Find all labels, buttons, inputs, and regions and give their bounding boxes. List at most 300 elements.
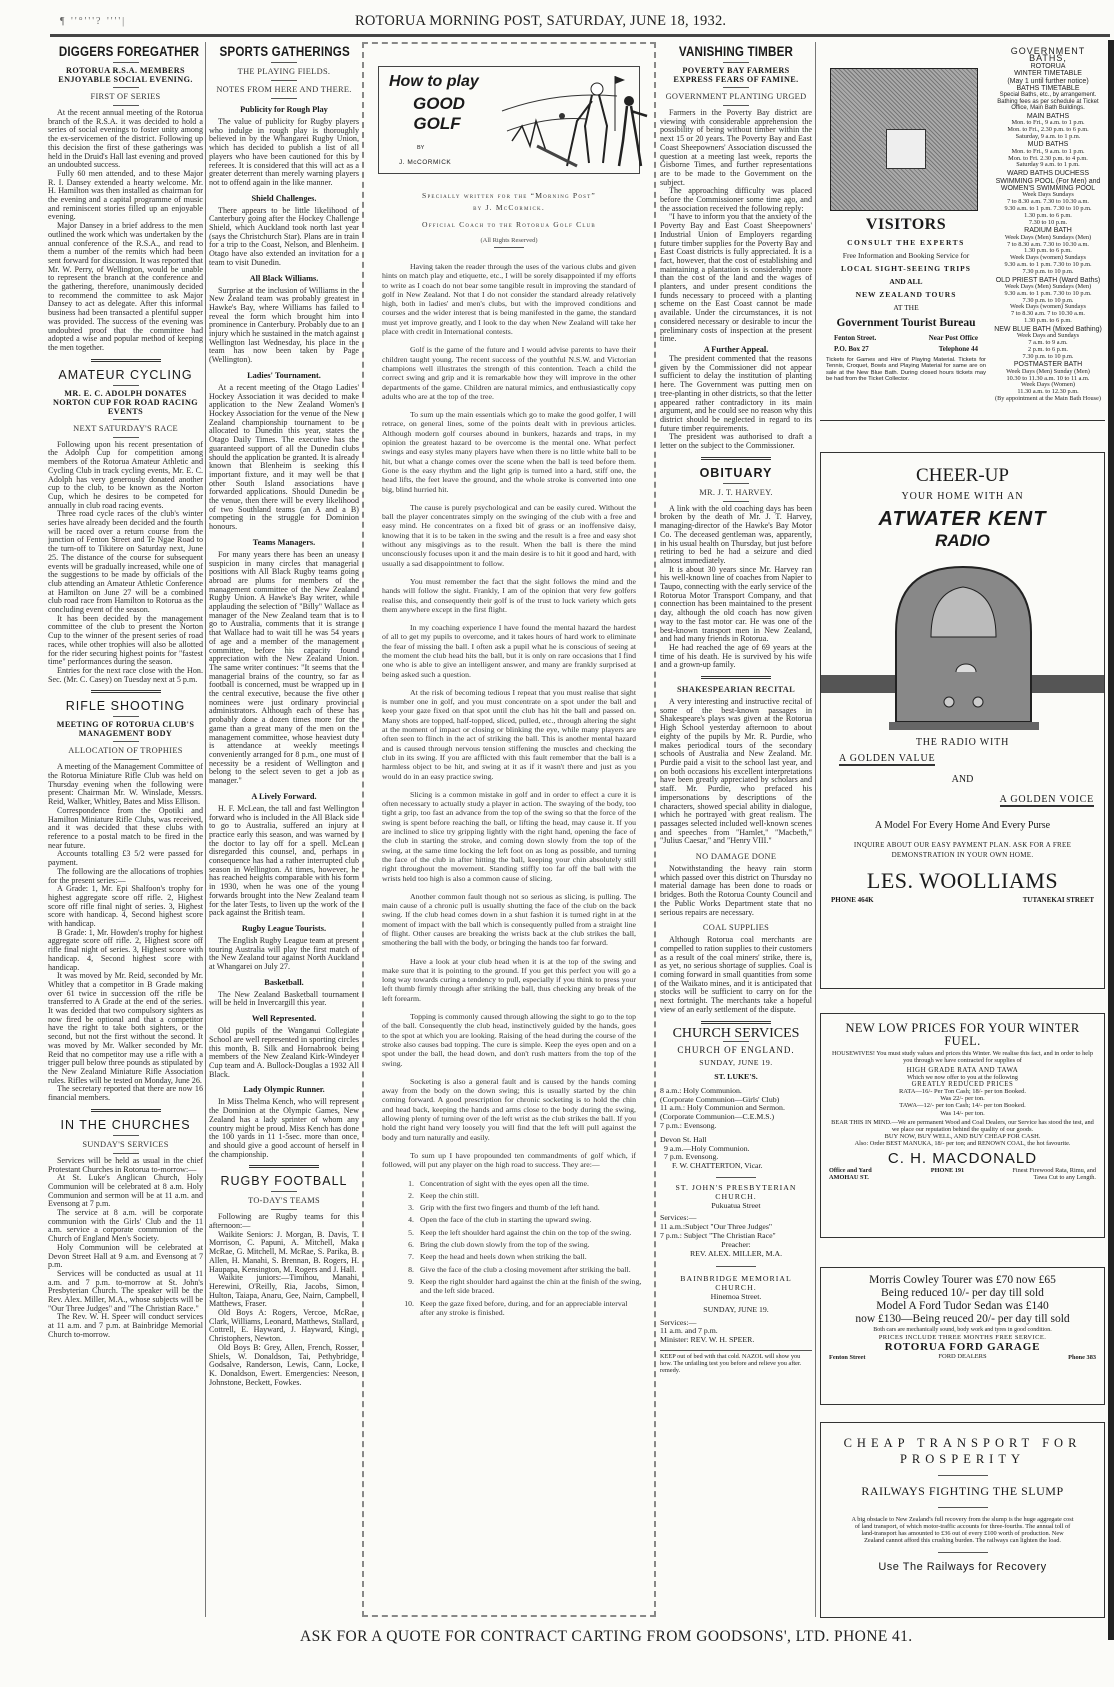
dealer-street: TUTANEKAI STREET <box>1022 896 1094 904</box>
service-line: 8 a.m.: Holy Communion. <box>660 1085 742 1095</box>
rule-number: 8. <box>408 1264 414 1274</box>
local-trips: LOCAL SIGHT-SEEING TRIPS <box>841 264 971 273</box>
golf-rule <box>398 1179 642 1188</box>
paragraph: Having taken the reader through the uses of the various clubs and given hints on match play and etiquette, etc., I will be sorely disappointed if my efforts to write as I coach do not bear some tangible result in improving the standard of golf in New Zealand. Not that I do not consider the standard already relatively high, both in ladies' and men's clubs, but with the improved conditions and courses and the wider interest that is being manifested in the game, the standard must yet improve greatly, and I look to the day when New Zealand will take her place with credit in International contests. <box>382 262 636 337</box>
and: AND <box>951 774 974 785</box>
paragraph: Holy Communion will be celebrated at Devon Street Hall at 9 a.m. and Evensong at 7 p.m. <box>48 1242 203 1270</box>
rule-number: 1. <box>408 1178 414 1188</box>
paragraph: The Rev. W. H. Speer will conduct services at 11 a.m. and 7 p.m. at Bainbridge Memorial Church to-morrow. <box>48 1312 203 1339</box>
bath-hours: Week Days (women) Sundays <box>1010 254 1086 262</box>
paragraph: The English Rugby League team at present touring Australia will play the first match of the New Zealand tour against North Auckland at Whangarei on July 27. <box>209 935 359 972</box>
divider <box>723 1041 749 1042</box>
service-lines <box>660 1214 812 1240</box>
divider <box>701 676 771 679</box>
bath-house-photo <box>830 68 978 211</box>
rule-text: Bring the club down slowly from the top of the swing. <box>420 1240 590 1250</box>
article-coal <box>660 923 812 1023</box>
paragraph: Fully 60 men attended, and to these Major R. I. Dansey extended a hearty welcome. Mr. H. Hamilton was then installed as chairman for the evening and a capital programme of music and reminiscent stories filled up an enjoyable evening. <box>48 168 203 222</box>
sports-note <box>209 1085 359 1159</box>
article-body <box>48 763 203 1102</box>
paragraph: He had reached the age of 69 years at the time of his death. He is survived by his wife and a grown-up family. <box>660 642 812 670</box>
free-info: Free Information and Booking Service for <box>842 251 970 260</box>
paragraph: The president commented that the reasons given by the Commissioner did not appear sufficient to delay the institution of planting here. The Government was putting men on tree-planting in other districts, so that the letter appeared rather contradictory in its main argument, and he could see no reason why this district should be neglected in regard to its future timber requirements. <box>660 353 812 433</box>
golf-rule <box>398 1228 642 1237</box>
paragraph: At a recent meeting of the Otago Ladies' Hockey Association it was decided to make application to the New Zealand Women's Hockey Association for the venue of the New Zealand championship tournament to be allocated to Dunedin this year, states the Otago Daily Times. The executive has the guaranteed support of all the Dunedin clubs should the application be granted. It is already known that Blenheim is seeking this important fixture, and it may well be that other South Island associations have forwarded applications. Should Dunedin be the venue, then there will be every likelihood of two Southland teams (an A and a B) competing in the struggle for Dominion honours. <box>209 382 359 532</box>
divider <box>723 501 749 502</box>
article-body <box>376 262 642 1170</box>
divider <box>113 1153 139 1154</box>
bath-hours: Week Days (Women) <box>1021 381 1075 389</box>
rule-number: 7. <box>408 1252 414 1262</box>
rule-number: 2. <box>408 1190 414 1200</box>
fuel-rata: RATA—16/- Per Ton Cash; 18/- per ton Booked. <box>898 1088 1027 1095</box>
golf-rules-list <box>398 1179 642 1318</box>
headline: RIFLE SHOOTING <box>65 699 186 714</box>
paragraph: A meeting of the Management Committee of the Rotorua Miniature Rifle Club was held on Thursday evening when the following were present: Chairman Mr. W. Winslade, Messrs. Reid, Walker, Whitley, Bates and Miss Ellison. <box>48 762 203 807</box>
divider <box>113 105 139 106</box>
paragraph: Golf is the game of the future and I would advise parents to have their children taught young. The recent success of the youthful N.S.W. and Victorian champions well illustrates the strength of this contention. Teach a child the correct swing and grip and it is remarkable how they will improve in the other departments of the game. Children are natural mimics, and enthusiastically copy adults who are at the top of the tree. <box>382 345 636 401</box>
divider <box>938 1552 988 1553</box>
divider <box>723 483 749 484</box>
article-body <box>660 865 812 917</box>
side-heading: All Black Williams. <box>249 273 319 283</box>
page-edge <box>1108 40 1114 1640</box>
fuel-also: Also: Order BEST MANUKA, 18/- per ton; and RENOWN COAL, the hot favourite. <box>854 1139 1071 1147</box>
bath-hours: Week Days Sundays <box>1022 191 1074 199</box>
bath-hours: 11.30 a.m. to 12.30 p.m. <box>1017 388 1079 396</box>
bath-hours: Week Days and Sundays <box>1016 332 1080 340</box>
fuel-bear: BEAR THIS IN MIND.—We are permanent Wood and Coal Dealers, our Service has stood the test, and we place our reputation behind the quality of our goods. <box>831 1118 1094 1133</box>
paragraph: To sum up the main essentials which go to make the good golfer, I will retrace, on general lines, some of the points dealt with in previous articles. Although modern golf courses abound in bunkers, hazards and traps, in my opinion the greatest hazard to be overcome is the mental one. What perfect swings and easy styles many players have when there is no little white ball to be hit, but what a change comes over the scene when the ball is teed before them. Gone is the easy rhythm and the light grip is turned into a hard, stiff one, the head lifts, the feet leave the ground, and the whole stroke is converted into one big, blind hurried hit. <box>382 410 636 494</box>
paragraph: The president was authorised to draft a letter on the subject to the Commissioner. <box>660 432 812 451</box>
article-body <box>48 109 203 353</box>
consult: CONSULT THE EXPERTS <box>847 238 965 247</box>
bath-hours: 9.30 a.m. to 1 p.m. 7.30 to 10 p.m. <box>1004 261 1092 269</box>
column-4 <box>660 40 812 1620</box>
divider <box>113 741 139 742</box>
headline: OBITUARY <box>699 465 773 480</box>
ford-street: Fenton Street <box>829 1353 866 1361</box>
fuel-tawa: TAWA—12/- per ton Cash; 14/- per ton Booked. <box>899 1102 1026 1110</box>
article-obituary <box>660 466 812 679</box>
service-line: 11 a.m.:Subject "Our Three Judges" <box>660 1222 773 1232</box>
ford-line-4: now £130—Being reuced 20/- per day till sold <box>855 1313 1070 1325</box>
service-line: Services:— <box>660 1213 697 1223</box>
fuel-reduced: GREATLY REDUCED PRICES <box>911 1081 1014 1088</box>
bath-hours: 9.30 a.m. to 1 p.m. 7.30 to 10 p.m. <box>1004 205 1092 213</box>
paragraph: Three road cycle races of the club's winter series have already been decided and the fourth will be raced over a return course from the junction of Fenton Street and Te Ngae Road to the turn-off to Tikitere on Saturday next, June 25. The distance of the course for subsequent events will be gradually increased, while one of the suggestions to be made by officials of the club attending an Amateur Athletic Conference at Hamilton on June 27 will be a combined club road race from Hamilton to Rotorua as the concluding event of the season. <box>48 509 203 615</box>
paragraph: A very interesting and instructive recital of some of the best-known passages in Shakespeare's plays was given at the Rotorua High School yesterday afternoon to about eighty of the pupils by Mr. R. Purdie, who makes periodical tours of the secondary schools of Australia and New Zealand. Mr. Purdie paid a visit to the school last year, and on both occasions his excellent interpretations have been greatly appreciated by scholars and staff. Mr. Purdie, who prefaced his impersonations by descriptions of the characters, showed special ability in dialogue, which he portrayed with great realism. The passages selected included well-known scenes and speeches from "Hamlet," "Macbeth," "Julius Caesar," and "Henry VIII." <box>660 697 812 846</box>
subheadline: POVERTY BAY FARMERS EXPRESS FEARS OF FAMINE. <box>673 66 799 84</box>
golden-voice: A GOLDEN VOICE <box>999 794 1094 805</box>
bureau-near: Near Post Office <box>928 334 978 342</box>
paragraph: At St. Luke's Anglican Church, Holy Communion will be celebrated at 8 a.m. Holy Communion and sermon will be at 11 a.m. and Evensong at 7 p.m. <box>48 1173 203 1209</box>
baths-until: (May 1 until further notice) <box>1007 77 1089 85</box>
paragraph: B Grade: 1, Mr. Howden's trophy for highest aggregate score off rifle. 2, Highest score off rifle final night of series. 3, Highest score with handicap. 4, Second highest score with handicap. <box>48 927 203 972</box>
sports-note <box>209 274 359 365</box>
preacher-label: Preacher: <box>721 1239 751 1249</box>
divider <box>271 1191 297 1192</box>
divider <box>701 457 771 460</box>
article-diggers <box>48 44 203 362</box>
service-line: 7 p.m.: Subject "The Christian Race" <box>660 1230 776 1240</box>
rail-title: CHEAP TRANSPORT FOR PROSPERITY <box>843 1436 1082 1466</box>
golfer-illustration <box>497 71 657 171</box>
paragraph: Old Boys B: Grey, Allen, French, Rosser, Shiels, W. Donaldson, Tai, Pethybridge, Godsalve, Randerson, Lewis, Cann, Locke, K. Donaldson, Ewert. Emergencies: Neeson, Johnstone, Beckett, Fowkes. <box>209 1342 359 1387</box>
rail-slogan: Use The Railways for Recovery <box>878 1561 1047 1573</box>
headline: NO DAMAGE DONE <box>695 852 777 862</box>
service-line: 7 p.m. Evensong. <box>664 1152 719 1162</box>
paragraph: Have a look at your club head when it is at the top of the swing and make sure that it is pointing to the ground. If you get this perfect you will go a long way towards curing a tendency to pull, especially if you think to press your left thumb firmly through after striking the ball, thus checking any break of the left forearm. <box>382 956 636 1003</box>
special-baths: Special Baths, etc., by arrangement. Bathing fees as per schedule at Ticket Office, Main Bath Buildings. <box>997 92 1099 112</box>
paragraph: At the risk of becoming tedious I repeat that you must realise that sight is number one in golf, and you must concentrate on a spot under the ball and keep your gaze fixed on that spot until the club has hit the ball and passed on. Many shots are topped, half-topped, sliced, pulled, etc., through altering the sight at the moment of impact or closing or blinking the eye, while many players are often seen to flinch in the act of striking the ball. This is another mental hazard and is caused through nervous tension stiffening the muscles and checking the club in its swing. If you are afflicted with this fault remember that the ball is a harmless object to be hit, and swing at it as if it wasn't there and just as you would do in an easy practice swing. <box>382 687 636 781</box>
headline: SPORTS GATHERINGS <box>219 44 350 59</box>
paragraph: At the recent annual meeting of the Rotorua branch of the R.S.A. it was decided to hold a series of social evenings to foster unity among the ex-servicemen of the district. Following up this decision the first of these gatherings was held in the Druid's Hall last evening and proved an undoubted success. <box>48 108 203 170</box>
church-of-england: CHURCH OF ENGLAND. <box>677 1045 795 1056</box>
paragraph: Socketing is also a general fault and is caused by the hands coming away from the body on the down swing; this is usually started by the chin coming forward. A good prescription for chronic socketing is to hold the chin and head back, keeping the hands and arms close to the body during the swing, allowing plenty of turning over of the left wrist as the club strikes the ball. If you hold the right hand very loosely you will find that the left will pull against the body and turn naturally and easily. <box>382 1076 636 1142</box>
service-lines <box>660 1087 812 1131</box>
column-1 <box>48 40 203 1620</box>
bath-hours: Mon. to Fri., 2.30 p.m. to 6 p.m. <box>1007 125 1089 133</box>
bath-hours: 10.30 to 11.30 a.m. 10 to 11 a.m. <box>1006 374 1090 382</box>
divider <box>938 1475 988 1476</box>
ford-both: Both cars are mechanically sound, body work and tyres in good condition. <box>873 1327 1052 1333</box>
golf-rights: (All Rights Reserved) <box>480 237 538 244</box>
divider <box>701 1021 771 1024</box>
article-damage <box>660 852 812 917</box>
golf-rule <box>398 1215 642 1224</box>
dealer-les-woolliams: LES. WOOLLIAMS <box>866 868 1059 893</box>
golf-rule <box>398 1277 642 1296</box>
winter-timetable: WINTER TIMETABLE <box>1014 70 1082 78</box>
paragraph: Old Boys A: Rogers, Vercoe, McRae, Clark, Williams, Leonard, Matthews, Stallard, Cottrell, E. Hayward, J. Hayward, Kingi, Christophers, Newton. <box>209 1308 359 1344</box>
paragraph: It was moved by Mr. Reid, seconded by Mr. Whitley that a competitor in B Grade making over 61 twice in succession off the rifle be transferred to A Grade at the end of the series. It was decided that two compulsory sighters as now fired be optional and that a competitor have the right to take both sighters, or the second, but not the first without the second. It was moved by Mr. Walker seconded by Mr. Reid that no competitor may use a rifle with a trigger pull below three pounds as stipulated by the New Zealand Miniature Rifle Association rules. Rifles will be tested on Monday, June 26. <box>48 971 203 1085</box>
bath-name: POSTMASTER BATH <box>1013 361 1083 369</box>
sports-note <box>209 792 359 918</box>
at-the: AT THE <box>893 303 919 312</box>
paragraph: Farmers in the Poverty Bay district are viewing with considerable apprehension the possibility of being without timber within the next 15 or 20 years. The Poverty Bay and East Coast Sheepowners' Association discussed the question at a meeting last week, reports the Gisborne Times, and further representations are to be made to the Government on the subject. <box>660 108 812 187</box>
bath-schedule <box>992 113 1104 141</box>
bath-name: RADIUM BATH <box>1024 227 1072 235</box>
bath-hours: 1.30 p.m. to 6 p.m. <box>1024 247 1072 255</box>
bath-schedule <box>992 326 1104 361</box>
rule-text: Grip with the first two fingers and thumb of the left hand. <box>420 1203 600 1213</box>
ford-line-3: Model A Ford Tudor Sedan was £140 <box>876 1300 1049 1312</box>
fuel-buy: BUY NOW, BUY WELL, AND BUY CHEAP FOR CASH. <box>884 1132 1041 1140</box>
paragraph: The secretary reported that there are now 16 financial members. <box>48 1084 203 1103</box>
service-line: 11 a.m. and 7 p.m. <box>660 1326 718 1336</box>
rule-text: Keep the right shoulder hard against the chin at the finish of the swing, and the left side braced. <box>420 1276 642 1296</box>
golf-author: J. McCORMICK <box>399 159 452 166</box>
paragraph: For many years there has been an uneasy suspicion in many circles that managerial positions with All Black Rugby teams going abroad are plums for members of the management committee of the New Zealand Rugby Union. A Hawke's Bay writer, while applauding the selection of "Billy" Wallace as manager of the New Zealand team that is to go to Australia, comments that it is strange that Wallace had to wait till he was 54 years of age and a member of the management committee, before his capacity found appreciation with the New Zealand Union. The same writer continues: "It seems that the managerial brains of the country, so far as football is concerned, must be wrapped up in the central executive, because the five other nominees were just ordinary provincial administrators. Although each of these has probably done a dozen times more for the game than a great many of the men on the management committee, whose heaviest duty is attendance at weekly meetings conveniently arranged for 8 p.m., one must of necessity be a resident of Wellington and belong to the select seven to get a job as manager." <box>209 549 359 786</box>
headline: AMATEUR CYCLING <box>58 367 193 382</box>
bath-hours: Mon. to Fri. 2.30 p.m. to 4 p.m. <box>1008 154 1088 162</box>
golf-title-main: GOOD GOLF <box>413 94 465 133</box>
article-body <box>48 441 203 685</box>
ford-garage: ROTORUA FORD GARAGE <box>884 1340 1041 1353</box>
article-rugby <box>209 1174 359 1387</box>
paragraph: Surprise at the inclusion of Williams in the New Zealand team was probably greatest in Hawke's Bay, where Williams has failed to reveal the form which brought him into prominence in Canterbury. Probably due to an injury which he sustained in the match against Wellington last Wednesday, his place in the team has now been taken by Page (Wellington). <box>209 285 359 365</box>
golf-byline: by J. McCormick. <box>473 203 545 212</box>
paragraph: In Miss Thelma Kench, who will represent the Dominion at the Olympic Games, New Zealand has a lady sprinter of whom any country might be proud. Miss Kench has done the 100 yards in 11 1-5sec. more than once, and should give a good account of herself in the championship. <box>209 1097 359 1159</box>
masthead <box>0 10 1114 32</box>
fuel-grade: HIGH GRADE RATA AND TAWA <box>906 1066 1019 1074</box>
bath-hours: 7 a.m. to 9 a.m. <box>1028 339 1068 347</box>
subheadline: NEXT SATURDAY'S RACE <box>73 423 178 433</box>
ford-dealers: FORD DEALERS <box>938 1352 987 1360</box>
service-line: (Corporate Communion—Girls' Club) <box>660 1094 780 1104</box>
sports-note <box>209 924 359 972</box>
paragraph: Entries for the next race close with the Hon. Sec. (Mr. C. Casey) on Tuesday next at 5 p.m. <box>48 665 203 684</box>
divider <box>723 62 749 63</box>
ford-phone: Phone 383 <box>1068 1353 1096 1361</box>
bath-hours: Week Days (women) Sundays <box>1010 303 1086 311</box>
bainbridge-street: Hinemoa Street. <box>710 1291 762 1301</box>
bath-hours: 9.30 a.m. to 1 p.m. 7.30 to 10 p.m. <box>1004 289 1092 297</box>
footer-carting-ad: ASK FOR A QUOTE FOR CONTRACT CARTING FROM GOODSONS', LTD. PHONE 41. <box>300 1628 913 1645</box>
headline: IN THE CHURCHES <box>60 1117 191 1132</box>
subheadline: MEETING OF ROTORUA CLUB'S MANAGEMENT BODY <box>56 720 195 739</box>
paragraph: Slicing is a common mistake in golf and in order to effect a cure it is often necessary to actually study a player in action. The swaying of the body, too tight a grip, too fast an advance from the top of the swing so that the force of the swing is spent before reaching the ball, or lifting the head, may cause it. If you are inclined to slice try gripping lightly with the right hand, opening the face of the club in starting the stroke, and coming down slowly from the top of the swing, at the same time locking the left foot on as long as possible, and turning the face of the club in after hitting the ball, keeping your chin absolutely still right throughout the movement. Standing stiffly too far off the ball with the wrists held too high is also a common cause of slicing. <box>382 789 636 883</box>
bath-hours: (By appointment at the Main Bath House) <box>995 395 1101 403</box>
bath-hours: Saturday, 9 a.m. to 1 p.m. <box>1015 132 1081 140</box>
nz-tours: NEW ZEALAND TOURS <box>855 290 957 299</box>
side-heading: Shield Challenges. <box>251 193 317 203</box>
subheadline: NOTES FROM HERE AND THERE. <box>216 85 352 94</box>
inquire: INQUIRE ABOUT OUR EASY PAYMENT PLAN. ASK FOR A FREE DEMONSTRATION IN YOUR OWN HOME. <box>853 841 1072 859</box>
bath-hours: 1.30 p.m. to 6 p.m. <box>1024 211 1072 219</box>
st-lukes: ST. LUKE'S. <box>714 1071 758 1081</box>
paragraph: In my coaching experience I have found the mental hazard the hardest of all to get my pupils to overcome, and it takes hours of hard work to eliminate the fear of missing the ball. I often ask a pupil what he is conscious of seeing at the moment the club head hits the ball, but it is only on rare occasions that I find one who is able to give an intelligent answer, and many are frankly surprised at being asked such a question. <box>382 623 636 679</box>
paragraph: Waikite Seniors: J. Morgan, B. Davis, T. Morrison, C. Papuni, A. Mitchell, Maka McRae, G. Mitchell, M. McRae, S. Parika, B. Allen, H. Manahi, S. Brennan, B. Rogers, H. Haupapa, Kensington, M. Rogers and J. Hall. <box>209 1229 359 1274</box>
ad-railways <box>820 1422 1105 1618</box>
headline: VANISHING TIMBER <box>678 44 794 59</box>
divider <box>113 716 139 717</box>
service-line: Services:— <box>660 1317 697 1327</box>
paragraph: The value of publicity for Rugby players who indulge in rough play is thoroughly believed in by the Whangarei Rugby Union, which has decided to publish a list of all players who have been cautioned for this by referees. It is considered that this will act as a greater deterrent than merely warning players not to offend again in the like manner. <box>209 117 359 187</box>
bath-schedules <box>992 113 1104 403</box>
bureau-name: Government Tourist Bureau <box>836 317 976 329</box>
bath-name: MAIN BATHS <box>1026 112 1070 120</box>
bath-hours: 2 p.m. to 6 p.m. <box>1028 345 1068 353</box>
bath-name: WARD BATHS DUCHESS SWIMMING POOL (For Men) and WOMEN'S SWIMMING POOL <box>995 170 1101 193</box>
side-heading: Publicity for Rough Play <box>240 105 328 114</box>
rule-text: Open the face of the club in starting the upward swing. <box>420 1215 592 1225</box>
page-marks: ¶ ''°'''? ''''| <box>60 16 127 27</box>
headline: RUGBY FOOTBALL <box>220 1174 348 1189</box>
golf-specially: Specially written for the “Morning Post” <box>422 191 596 200</box>
paragraph: There appears to be little likelihood of Canterbury going after the Hockey Challenge Shield, which Auckland took north last year (says the Christchurch Star). Plans are in train for a trip to the Coast, Nelson, and Blenheim. Otago have also extended an invitation for a team to visit Dunedin. <box>209 205 359 267</box>
bainbridge-date: SUNDAY, JUNE 19. <box>703 1304 769 1314</box>
article-body <box>660 505 812 670</box>
fuel-rata-was: Was 22/- per ton. <box>940 1095 985 1103</box>
bath-name: NEW BLUE BATH (Mixed Bathing) <box>994 325 1102 333</box>
bath-hours: 7 to 8.30 a.m. 7 to 10.30 a.m. <box>1011 310 1085 318</box>
side-heading: Teams Managers. <box>252 537 316 547</box>
paragraph: To sum up I have propounded ten commandments of golf which, if followed, will put any player on the high road to success. They are:— <box>382 1150 636 1170</box>
fuel-offer: Which we now offer to you at the following <box>907 1074 1018 1081</box>
paragraph: The New Zealand Basketball tournament will be held in Invercargill this year. <box>209 989 359 1008</box>
divider <box>113 62 139 63</box>
ford-line-1: Morris Cowley Tourer was £70 now £65 <box>869 1274 1056 1286</box>
divider <box>271 80 297 81</box>
divider <box>723 87 749 88</box>
ford-line-2: Being reduced 10/- per day till sold <box>881 1287 1044 1299</box>
radio-with: THE RADIO WITH <box>915 737 1010 748</box>
divider <box>113 419 139 420</box>
side-heading: Lady Olympic Runner. <box>243 1085 325 1095</box>
dealer-phone: PHONE 464K <box>831 896 874 904</box>
baths-timetable <box>992 48 1104 403</box>
bath-hours: 7 to 8.30 a.m. 7.30 to 10.30 a.m. <box>1007 198 1089 206</box>
column-rule <box>205 42 206 1617</box>
service-lines <box>660 1319 812 1345</box>
divider <box>91 359 161 362</box>
divider <box>271 62 297 63</box>
golf-title: How to play <box>389 73 479 90</box>
ford-prices: PRICES INCLUDE THREE MONTHS FREE SERVICE. <box>878 1333 1047 1341</box>
radio-illustration <box>821 557 1105 737</box>
fuel-tawa-was: Was 14/- per ton. <box>940 1109 985 1117</box>
paragraph: Correspondence from the Opotiki and Hamilton Miniature Rifle Clubs, was received, and it was decided that these clubs with reference to a postal match to be fired in the near future. <box>48 805 203 850</box>
bath-hours: Week Days (Men) Sundays (Men) <box>1004 233 1092 241</box>
newspaper-title: ROTORUA MORNING POST, SATURDAY, JUNE 18, 1932. <box>355 13 727 29</box>
vicar: F. W. CHATTERTON, Vicar. <box>672 1161 763 1171</box>
baths-tt: BATHS TIMETABLE <box>1016 85 1080 93</box>
rule-text: Keep the chin still. <box>420 1190 479 1200</box>
paragraph: It is about 30 years since Mr. Harvey ran his well-known line of coaches from Napier to Taupo, connecting with the early service of the Rotorua Motor Transport Company, and that connection has been maintained to the present day, although the old coach has now given way to the fast motor car. He was one of the best-known transport men in New Zealand, and had many friends in Rotorua. <box>660 564 812 644</box>
nazol-ad: KEEP out of bed with that cold. NAZOL will show you how. The unfailing test you before and relieve you after. remedy. <box>660 1350 812 1374</box>
service-line: Minister: REV. W. H. SPEER. <box>660 1335 755 1345</box>
subheadline: MR. E. C. ADOLPH DONATES NORTON CUP FOR ROAD RACING EVENTS <box>52 388 199 416</box>
bath-hours: Saturday 9 a.m. to 1 p.m. <box>1016 161 1080 169</box>
paragraph: Although Rotorua coal merchants are compelled to ration supplies to their customers as a result of the coal miners' strike, there is, as yet, no serious shortage of supplies. Coal is coming forward in small quantities from some of the Waikato mines, and it is anticipated that stocks will be sufficient to carry on for the next fortnight. The merchants take a hopeful view of an early settlement of the dispute. <box>660 935 812 1014</box>
paragraph: Notwithstanding the heavy rain storm which passed over this district on Thursday no material damage has been done to roads or bridges. Both the Rotorua County Council and the Public Works Department state that no serious repairs are necessary. <box>660 864 812 917</box>
divider <box>113 87 139 88</box>
subheadline: MR. J. T. HARVEY. <box>699 487 773 497</box>
paragraph: Services will be conducted as usual at 11 a.m. and 7 p.m. to-morrow at St. John's Presbyterian Church. The speaker will be the Rev. Alex. Miller, M.A., whose subjects will be "Our Three Judges" and "The Christian Race." <box>48 1268 203 1313</box>
bureau-street: Fenton Street. <box>834 334 877 342</box>
paragraph: "I have to inform you that the anxiety of the Poverty Bay and East Coast Sheepowners' Industrial Union of Employers regarding future timber supplies for the Poverty Bay and East Coast districts is fully appreciated. It is a fact, however, that the cost of establishing and maintaining a plantation is considerably more than the cost of the land and the wages of planters, and under present conditions the funds necessary to proceed with a planting scheme on the East Coast cannot be made available. Under the circumstances, it is not considered necessary or desirable to incur the preliminary costs of inspection at the present time. <box>660 212 812 344</box>
subheadline: GOVERNMENT PLANTING URGED <box>665 92 807 101</box>
baths-title: GOVERNMENT BATHS, <box>1010 46 1086 64</box>
subheadline: FIRST OF SERIES <box>90 92 161 101</box>
subheadline: THE PLAYING FIELDS. <box>237 67 331 76</box>
rail-body: A big obstacle to New Zealand's full recovery from the slump is the huge aggregate cost of land transport, of which motor-traffic accounts for three-fourths. The annual toll of land-transport has amounted to £36 out of every £100 worth of production. New Zealand cannot afford this crushing burden. The railways can lighten the load. <box>851 1516 1074 1544</box>
paragraph: A link with the old coaching days has been broken by the death of Mr. J. T. Harvey, managing-director of the Hawke's Bay Motor Co. The deceased gentleman was, apparently, in his usual health on Thursday, but just before retiring to bed he had a seizure and died almost immediately. <box>660 503 812 565</box>
side-heading: Basketball. <box>264 977 304 987</box>
column-2 <box>209 40 359 1620</box>
article-body <box>660 936 812 1014</box>
golf-rule <box>398 1191 642 1200</box>
side-heading: A Lively Forward. <box>251 791 317 801</box>
divider <box>113 385 139 386</box>
rule-text: Keep the left shoulder hard against the chin on the top of the swing. <box>420 1227 632 1237</box>
sports-note <box>209 1014 359 1079</box>
article-recital <box>660 685 812 846</box>
paragraph: Following upon his recent presentation of the Adolph Cup for competition among members of the Rotorua Amateur Athletic and Cycling Club in track cycling events, Mr. E. C. Adolph has very generously donated another cup to the club, to be known as the Norton Cup, which he desires to be competed for annually in club road racing events. <box>48 439 203 510</box>
bath-schedule <box>992 170 1104 226</box>
rule-text: Keep the gaze fixed before, during, and for an appreciable interval after any stroke is finished. <box>420 1298 628 1317</box>
bath-hours: 7.30 to 10 p.m. <box>1028 218 1068 226</box>
sports-notes <box>209 105 359 1159</box>
tickets-info: Tickets for Games and Hire of Playing Material. Tickets for Tennis, Croquet, Bowls and Playing Material for same are on sale at the New Blue Bath. During closed hours tickets may be had from the Ticket Collector. <box>826 357 986 383</box>
sports-note <box>209 978 359 1008</box>
bureau-po: P.O. Box 27 <box>834 345 869 353</box>
divider <box>249 1165 319 1168</box>
service-line: 7 p.m.: Evensong. <box>660 1120 717 1130</box>
baths-place: ROTORUA <box>1030 62 1066 70</box>
paragraph: H. F. McLean, the tall and fast Wellington forward who is included in the All Black side to go to Australia, suffered an injury at practice early this season, and was warned by the doctor to lay off for a spell. McLean disregarded this counsel, and, perhaps in consequence has had a rather interrupted club season in Wellington. At times, however, he has reached heights comparable with his form in 1930, when he was one of the young forwards brought into the New Zealand team for the later Tests, to liven up the work of the pack against the British team. <box>209 803 359 918</box>
brand-atwater-kent: ATWATER KENT <box>878 508 1047 530</box>
divider <box>271 98 297 99</box>
divider <box>113 437 139 438</box>
rule-number: 3. <box>408 1203 414 1213</box>
article-timber <box>660 44 812 460</box>
divider <box>820 420 1105 421</box>
bath-hours: 7.30 p.m. to 10 p.m. <box>1022 296 1074 304</box>
divider <box>271 1209 297 1210</box>
golf-feature <box>362 42 656 1617</box>
model-every-home: A Model For Every Home And Every Purse <box>874 820 1051 831</box>
devon-hall: Devon St. Hall <box>660 1134 707 1144</box>
article-sports <box>209 44 359 1168</box>
subheadline: ROTORUA R.S.A. MEMBERS ENJOYABLE SOCIAL EVENING. <box>58 66 193 84</box>
service-date: SUNDAY, JUNE 19. <box>699 1058 773 1068</box>
ad-winter-fuel <box>820 1013 1105 1238</box>
golf-rule <box>398 1252 642 1261</box>
paragraph: The service at 8 a.m. will be corporate communion with the Girls' Club and the 11 a.m. service a corporate communion of the Church of England Men's Society. <box>48 1208 203 1244</box>
bath-hours: Week Days (Men) Sundays (Men) <box>1004 283 1092 291</box>
golden-value: A GOLDEN VALUE <box>839 753 936 764</box>
masthead-rule <box>50 34 1110 37</box>
headline: SHAKESPEARIAN RECITAL <box>676 685 796 695</box>
headline: DIGGERS FOREGATHER <box>58 44 200 59</box>
service-line: 9 a.m.—Holy Communion. <box>664 1143 750 1153</box>
divider <box>113 759 139 760</box>
paragraph: Services will be held as usual in the chief Protestant Churches in Rotorua to-morrow:— <box>48 1155 203 1174</box>
article-body <box>660 109 812 344</box>
rule-text: Keep the head and heels down when striking the ball. <box>420 1252 587 1262</box>
article-cycling <box>48 368 203 694</box>
side-heading: A Further Appeal. <box>703 344 769 354</box>
subheadline: ALLOCATION OF TROPHIES <box>68 746 183 756</box>
bureau-tel: Telephone 44 <box>938 345 978 353</box>
sports-note <box>209 538 359 786</box>
sports-note <box>209 371 359 532</box>
article-body <box>660 355 812 451</box>
fuel-intro: HOUSEWIVES! You must study values and prices this Winter. We realise this fact, and in order to help you through we have contracted for supplies of <box>832 1050 1093 1064</box>
bath-hours: Mon. to Fri., 9 a.m. to 1 p.m. <box>1011 119 1085 127</box>
cheer-up: CHEER-UP <box>916 465 1009 486</box>
visitors-title: VISITORS <box>865 216 947 233</box>
fuel-firewood: Finest Firewood Rata, Rimu, and Tawa Cut to any Length. <box>1012 1166 1096 1181</box>
service-line: 11 a.m.: Holy Communion and Sermon. <box>660 1103 785 1113</box>
bath-schedule <box>992 361 1104 402</box>
ad-baths-visitors <box>820 46 1105 418</box>
paragraph: The following are the allocations of trophies for the present series:— <box>48 866 203 885</box>
st-johns: ST. JOHN'S PRESBYTERIAN CHURCH. <box>675 1182 797 1201</box>
bath-schedule <box>992 277 1104 325</box>
paragraph: You must remember the fact that the sight follows the mind and the hands will follow the sight. Frankly, I am of the opinion that very few golfers realise this, and consequently their golf is of the trust to luck variety which gets them anywhere except in the first flight. <box>382 576 636 614</box>
ad-ford-garage <box>820 1267 1105 1405</box>
paragraph: The cause is purely psychological and can be easily cured. Without the ball the player concentrates simply on the swinging of the club with a free and easy mind. He concentrates on a fixed bit of grass or an inoffensive daisy, knowing that it is to be taken in the swing and the result is a free and easy shot without any misgivings as to the result. When the ball is there the mind unconsciously focuses upon it and the main desire is to hit it good and hard, with usually a sad disappointment to follow. <box>382 502 636 568</box>
rule-number: 6. <box>408 1240 414 1250</box>
article-churches <box>48 1118 203 1340</box>
article-body <box>209 1213 359 1387</box>
subheadline: TO-DAY'S TEAMS <box>248 1196 320 1206</box>
paragraph: Following are Rugby teams for this afternoon:— <box>209 1212 359 1231</box>
